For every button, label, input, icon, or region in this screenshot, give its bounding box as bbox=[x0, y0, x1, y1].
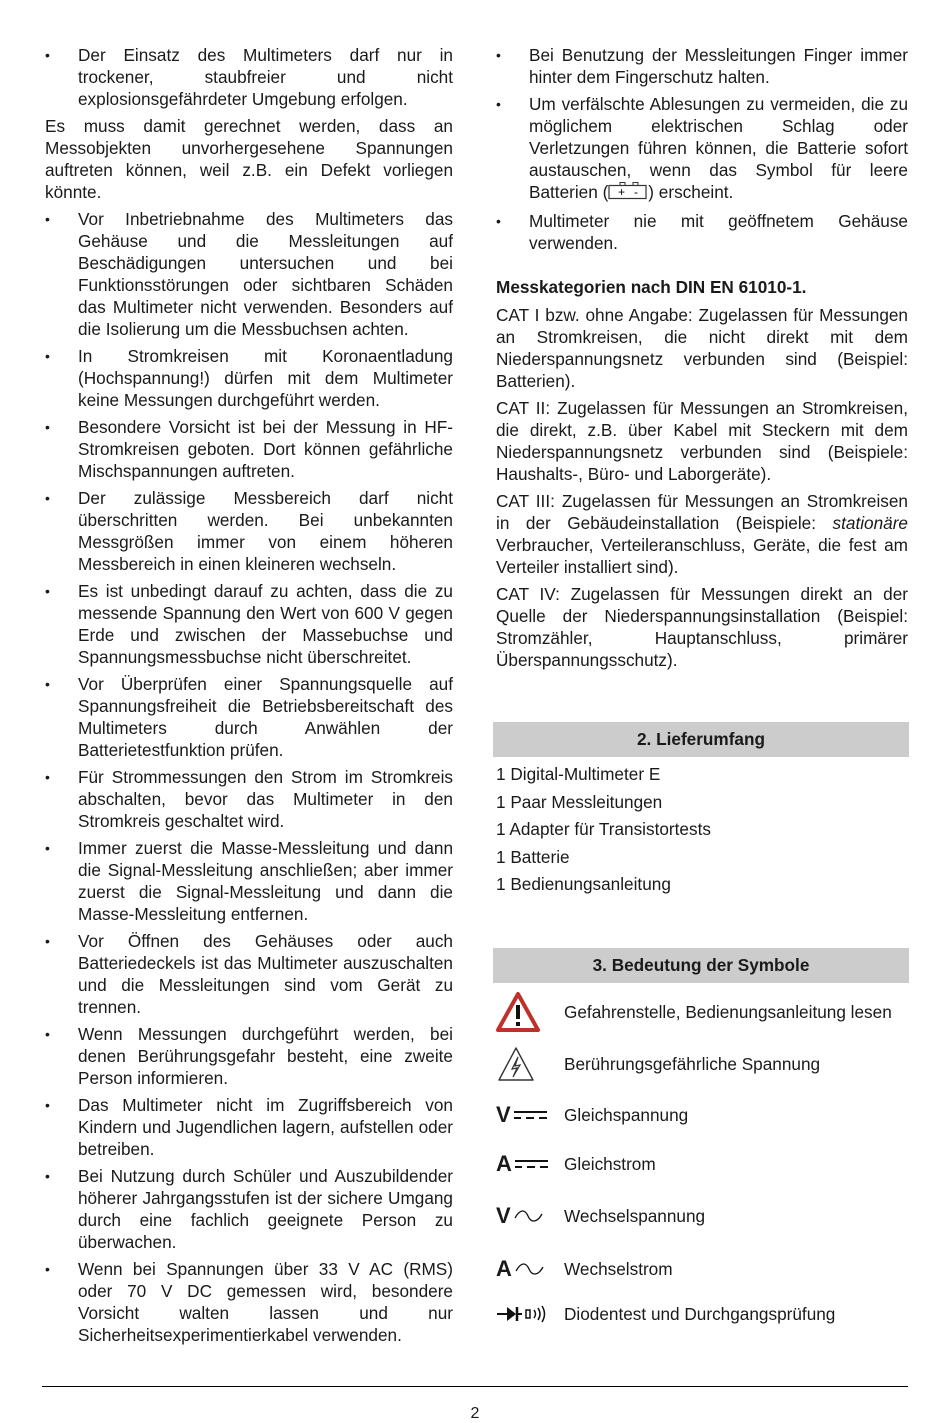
symbol-text: Gleichstrom bbox=[564, 1153, 656, 1174]
section-header-delivery: 2. Lieferumfang bbox=[493, 722, 909, 757]
right-column bbox=[496, 44, 908, 1333]
symbol-text: Berührungsgefährliche Spannung bbox=[564, 1053, 821, 1074]
list-item: • Bei Benutzung der Messleitungen Finger immer hinter dem Fingerschutz halten. bbox=[496, 44, 908, 88]
paragraph: CAT I bzw. ohne Angabe: Zugelassen für Messungen an Stromkreisen, die nicht direkt mit dem Niederspannungsnetz verbunden sind (Beispiel: Batterien). bbox=[496, 305, 908, 391]
symbol-text: Gefahrenstelle, Bedienungsanleitung lesen bbox=[564, 1001, 892, 1022]
cat-heading: Messkategorien nach DIN EN 61010-1. bbox=[496, 277, 807, 297]
list-item: 1 Bedienungsanleitung bbox=[496, 874, 671, 894]
list-item-text: ) erscheint. bbox=[648, 182, 734, 202]
list-item: • Vor Inbetriebnahme des Multimeters das Gehäuse und die Messleitungen auf Beschädigungen untersuchen und bei Funktionsstörungen oder sichtbaren Schäden das Multimeter nicht verwenden. Besonders auf die Isolierung um die Messbuchsen achten. bbox=[45, 208, 453, 340]
list-item: 1 Adapter für Transistortests bbox=[496, 819, 711, 839]
paragraph: Es muss damit gerechnet werden, dass an Messobjekten unvorhergesehene Spannungen auftreten können, weil z.B. ein Defekt vorliegen könnte. bbox=[45, 116, 453, 202]
list-item: • Für Strommessungen den Strom im Stromkreis abschalten, bevor das Multimeter in den Stromkreis geschaltet wird. bbox=[45, 766, 453, 832]
paragraph-text: Verbraucher, Verteileranschluss, Geräte, die fest am Verteiler installiert sind). bbox=[496, 535, 908, 577]
list-item: • Der zulässige Messbereich darf nicht überschritten werden. Bei unbekannten Messgrößen immer von einem höheren Messbereich in einen kleineren wechseln. bbox=[45, 487, 453, 575]
symbol-row bbox=[496, 1295, 908, 1333]
footer-divider bbox=[42, 1386, 908, 1387]
ac-current-icon bbox=[496, 1255, 564, 1281]
list-item bbox=[496, 93, 908, 205]
list-item: • In Stromkreisen mit Koronaentladung (Hochspannung!) dürfen mit dem Multimeter keine Messungen durchgeführt werden. bbox=[45, 345, 453, 411]
list-item: • Multimeter nie mit geöffnetem Gehäuse verwenden. bbox=[496, 210, 908, 254]
high-voltage-icon bbox=[496, 1045, 564, 1083]
symbol-glyph: V bbox=[496, 1202, 511, 1228]
list-item: • Immer zuerst die Masse-Messleitung und dann die Signal-Messleitung anschließen; aber immer zuerst die Signal-Messleitung und dann die Masse-Messleitung entfernen. bbox=[45, 837, 453, 925]
paragraph: CAT IV: Zugelassen für Messungen direkt an der Quelle der Niederspannungsinstallation (Beispiel: Stromzähler, Hauptanschluss, primärer Überspannungsschutz). bbox=[496, 584, 908, 670]
left-column bbox=[45, 44, 453, 1351]
delivery-list bbox=[496, 757, 908, 901]
list-item: • Vor Öffnen des Gehäuses oder auch Batteriedeckels ist das Multimeter auszuschalten und die Messleitungen sind vom Gerät zu trennen. bbox=[45, 930, 453, 1018]
battery-plus-label: + bbox=[618, 185, 626, 199]
symbol-list bbox=[496, 987, 908, 1333]
list-item: 1 Digital-Multimeter E bbox=[496, 764, 661, 784]
dc-current-icon bbox=[496, 1150, 564, 1176]
symbol-row bbox=[496, 1139, 908, 1189]
paragraph bbox=[496, 490, 908, 578]
diode-continuity-icon bbox=[496, 1304, 564, 1324]
ac-voltage-icon bbox=[496, 1202, 564, 1228]
paragraph-italic: stationäre bbox=[832, 513, 908, 533]
paragraph: CAT II: Zugelassen für Messungen an Stromkreisen, die direkt, z.B. über Kabel mit Steckern mit dem Niederspannungsnetz verbunden sind (Beispiele: Haushalts-, Büro- und Laborgeräte). bbox=[496, 398, 908, 484]
list-item-text: Um verfälschte Ablesungen zu vermeiden, die zu möglichem elektrischen Schlag oder Verletzungen führen können, die Batterie sofort austauschen, wenn das Symbol für leere Batterien ( bbox=[529, 94, 908, 202]
symbol-glyph: A bbox=[496, 1150, 512, 1176]
symbol-row bbox=[496, 1091, 908, 1139]
symbol-row bbox=[496, 1189, 908, 1243]
symbol-row bbox=[496, 1037, 908, 1091]
symbol-row bbox=[496, 987, 908, 1037]
page-number: 2 bbox=[470, 1405, 480, 1422]
paragraph-text: CAT III: Zugelassen für Messungen an Stromkreisen in der Gebäudeinstallation (Beispiele: bbox=[496, 491, 908, 533]
symbol-text: Wechselstrom bbox=[564, 1258, 673, 1279]
section-header-symbols: 3. Bedeutung der Symbole bbox=[493, 948, 909, 983]
symbol-glyph: V bbox=[496, 1101, 511, 1127]
list-item: • Es ist unbedingt darauf zu achten, dass die zu messende Spannung den Wert von 600 V gegen Erde und zwischen der Massebuchse und Spannungsmessbuchse nicht überschreitet. bbox=[45, 580, 453, 668]
dc-voltage-icon bbox=[496, 1101, 564, 1127]
list-item: • Wenn bei Spannungen über 33 V AC (RMS) oder 70 V DC gemessen wird, besondere Vorsicht walten lassen und nur Sicherheitsexperimentierkabel verwenden. bbox=[45, 1258, 453, 1346]
list-item: • Wenn Messungen durchgeführt werden, bei denen Berührungsgefahr besteht, eine zweite Person informieren. bbox=[45, 1023, 453, 1089]
list-item: • Besondere Vorsicht ist bei der Messung in HF-Stromkreisen geboten. Dort können gefährliche Mischspannungen auftreten. bbox=[45, 416, 453, 482]
symbol-text: Wechselspannung bbox=[564, 1205, 706, 1226]
symbol-text: Gleichspannung bbox=[564, 1104, 689, 1125]
safety-list-c bbox=[496, 44, 908, 254]
symbol-glyph: A bbox=[496, 1255, 512, 1281]
list-item: • Das Multimeter nicht im Zugriffsbereich von Kindern und Jugendlichen lagern, aufstellen oder betreiben. bbox=[45, 1094, 453, 1160]
list-item: • Bei Nutzung durch Schüler und Auszubildender höherer Jahrgangsstufen ist der sichere Umgang durch eine fachlich geeignete Person zu überwachen. bbox=[45, 1165, 453, 1253]
list-item: 1 Paar Messleitungen bbox=[496, 791, 663, 812]
warning-triangle-icon bbox=[496, 991, 564, 1033]
battery-minus-label: - bbox=[634, 185, 639, 199]
list-item: 1 Batterie bbox=[496, 846, 570, 867]
safety-list-b bbox=[45, 208, 453, 1346]
symbol-text: Diodentest und Durchgangsprüfung bbox=[564, 1303, 836, 1324]
symbol-row bbox=[496, 1243, 908, 1295]
safety-list-a bbox=[45, 44, 453, 110]
battery-empty-icon bbox=[608, 182, 648, 205]
list-item: • Der Einsatz des Multimeters darf nur in trockener, staubfreier und nicht explosionsgefährdeter Umgebung erfolgen. bbox=[45, 44, 453, 110]
list-item: • Vor Überprüfen einer Spannungsquelle auf Spannungsfreiheit die Betriebsbereitschaft des Multimeters durch Anwählen der Batterietestfunktion prüfen. bbox=[45, 673, 453, 761]
